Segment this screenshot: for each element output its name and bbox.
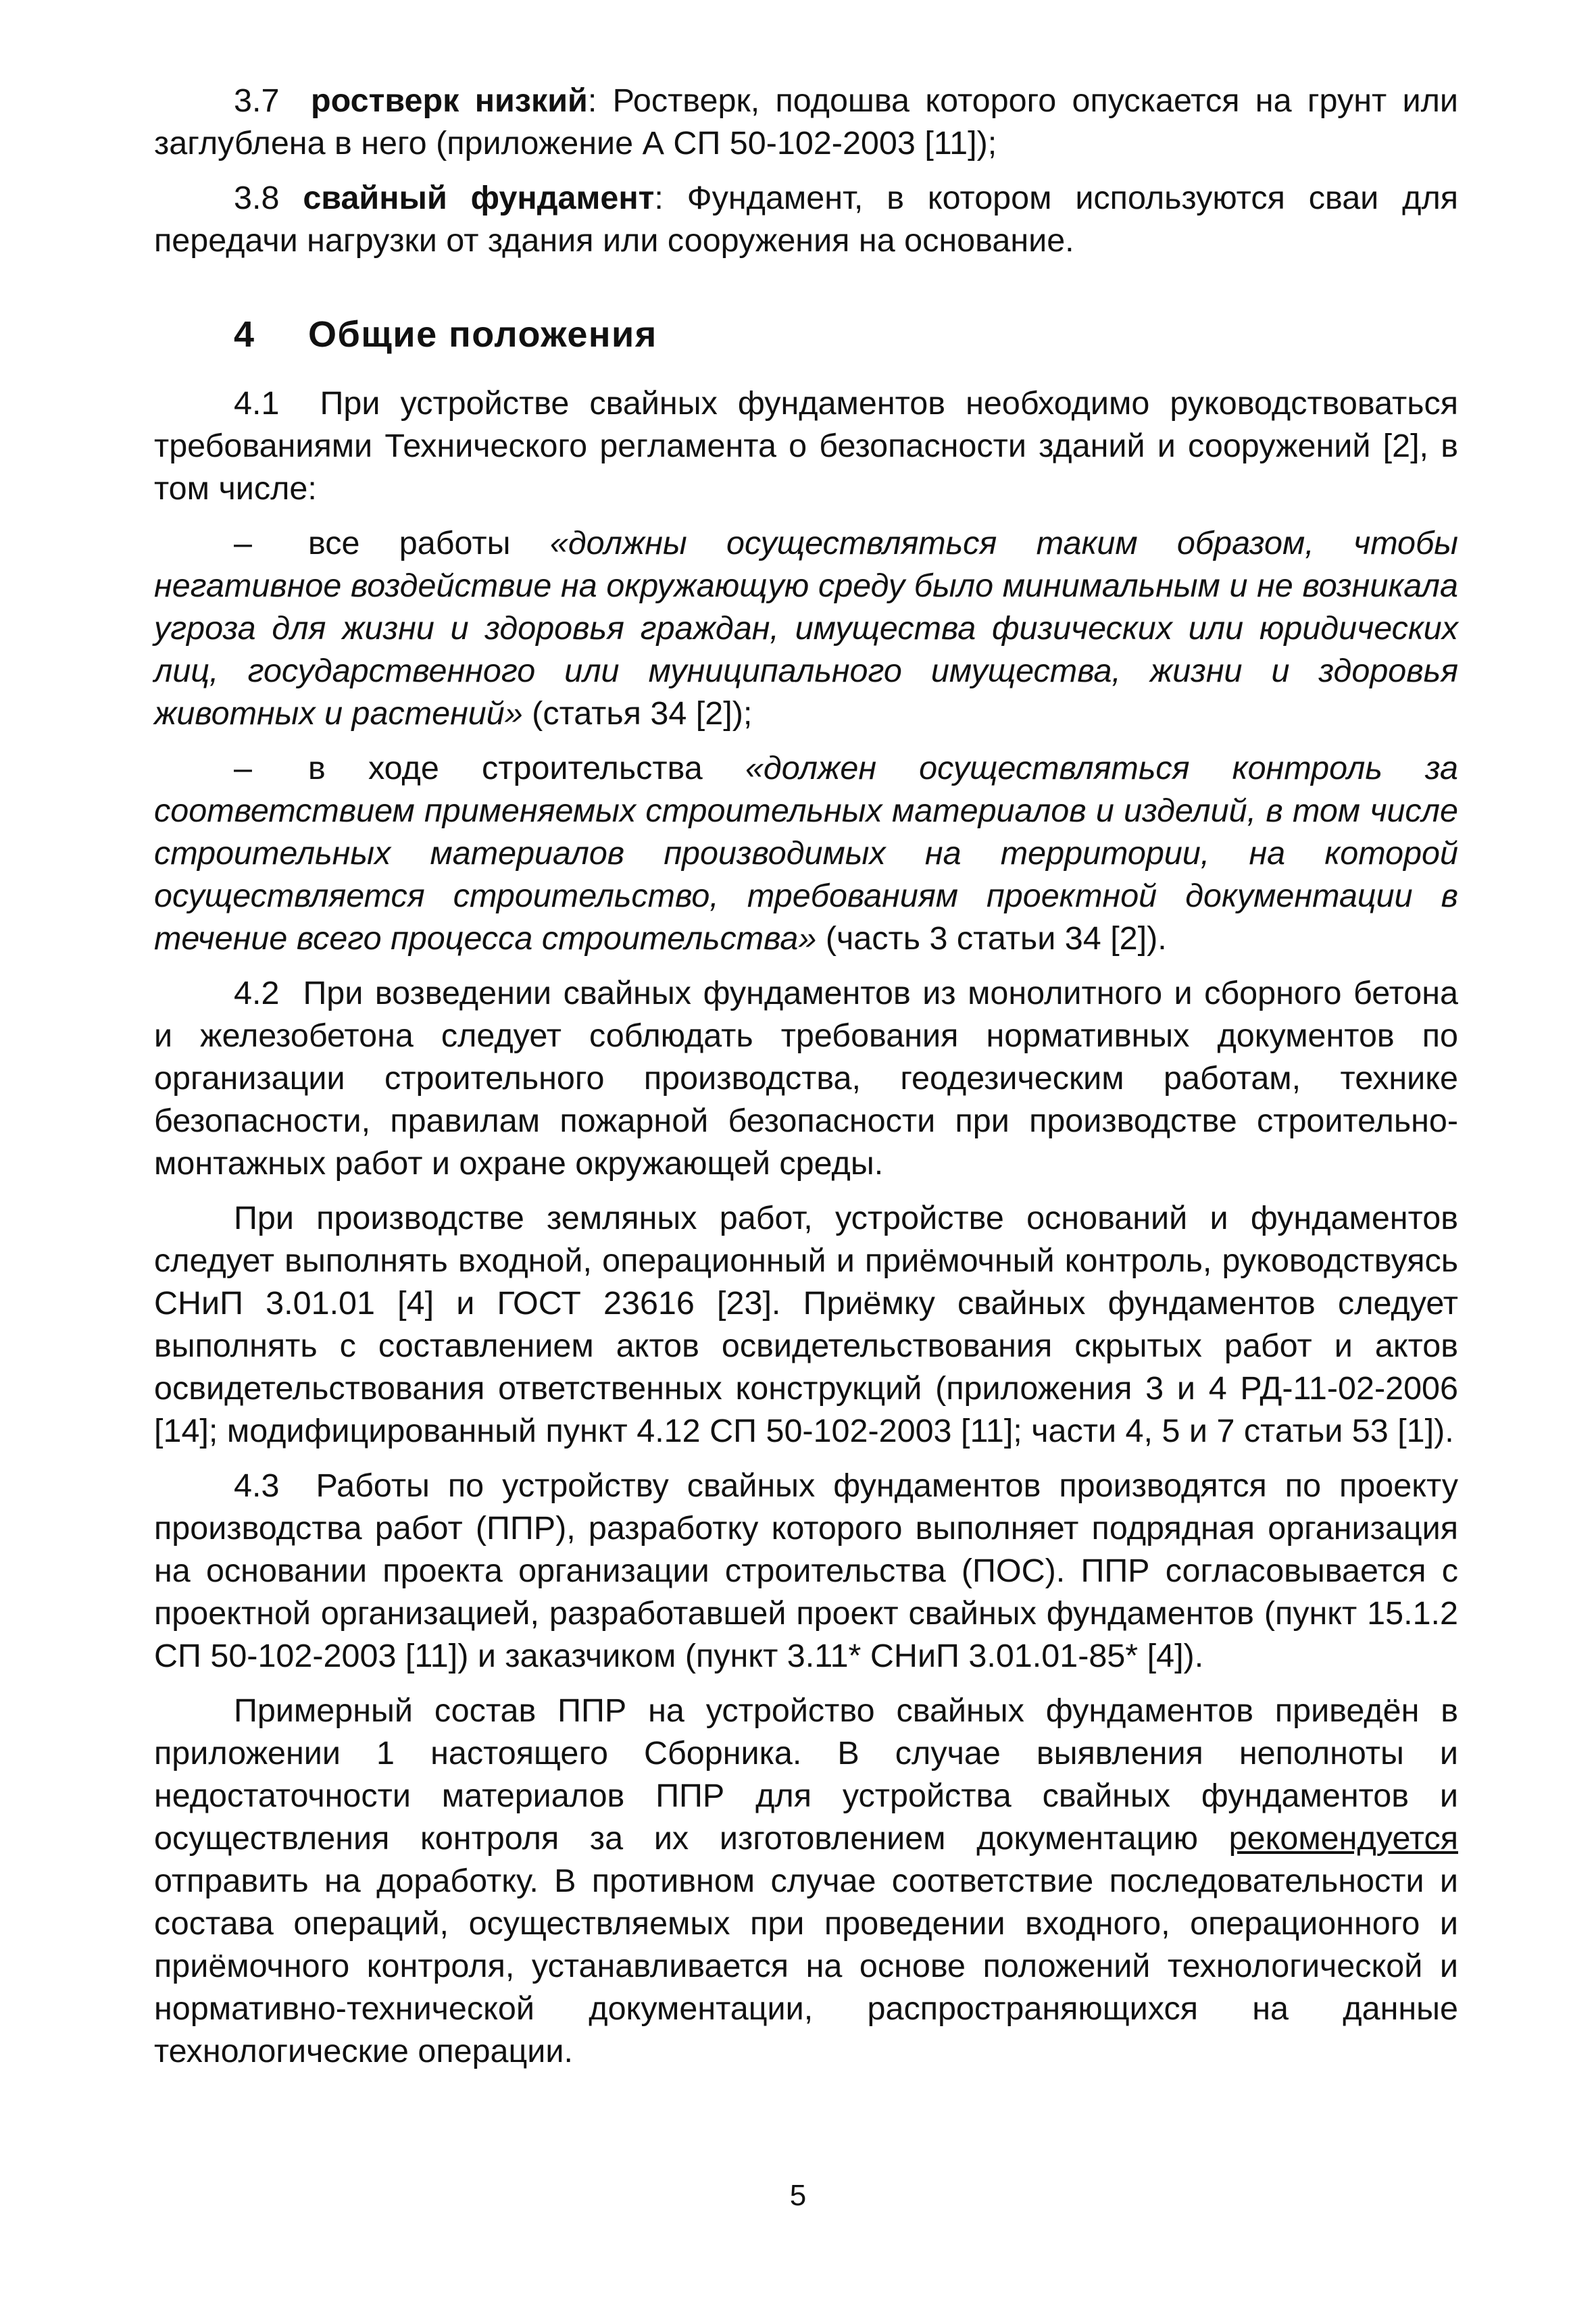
list-item-lead: в ходе строительства	[308, 750, 745, 786]
defined-term: свайный фундамент	[303, 180, 655, 216]
paragraph-4-3-continued	[154, 1690, 1458, 2073]
list-item-reference: (статья 34 [2]);	[522, 695, 753, 732]
underlined-word: рекомендуется	[1228, 1820, 1458, 1857]
paragraph-4-1	[154, 382, 1458, 510]
list-item-quote: «должны осуществляться таким образом, чтобы негативное воздействие на окружающую среду было минимальным и не возникала угроза для жизни и здоровья граждан, имущества физических или юридических лиц, государственного или муниципального имущества, жизни и здоровья животных и растений»	[154, 525, 1458, 732]
item-number: 4.2	[234, 975, 280, 1011]
item-number: 3.8	[234, 180, 280, 216]
section-title: Общие положения	[308, 314, 657, 355]
list-item-lead: все работы	[308, 525, 550, 561]
document-page	[154, 80, 1458, 2073]
definition-text: : Фундамент, в котором используются сваи для передачи нагрузки от здания или сооружения на основание.	[154, 180, 1459, 259]
page-number: 5	[789, 2179, 807, 2212]
section-number: 4	[234, 314, 255, 355]
paragraph-text: отправить на доработку. В противном случае соответствие последовательности и состава операций, осуществляемых при проведении входного, операционного и приёмочного контроля, устанавливается на основе положений технологической и нормативно-технической документации, распространяющихся на данные технологические операции.	[154, 1863, 1458, 2069]
paragraph-4-2	[154, 972, 1458, 1185]
list-item	[154, 522, 1458, 735]
paragraph-text: При устройстве свайных фундаментов необходимо руководствоваться требованиями Технического регламента о безопасности зданий и сооружений [2], в том числе:	[154, 385, 1458, 507]
item-number: 4.1	[234, 385, 280, 422]
list-item-reference: (часть 3 статьи 34 [2]).	[816, 920, 1167, 957]
item-number: 4.3	[234, 1467, 280, 1504]
list-dash: –	[234, 525, 252, 561]
list-dash: –	[234, 750, 252, 786]
definition-text: : Ростверк, подошва которого опускается на грунт или заглублена в него (приложение А СП 50-102-2003 [11]);	[154, 82, 1459, 161]
list-item	[154, 747, 1458, 960]
paragraph-text: Работы по устройству свайных фундаментов производятся по проекту производства работ (ППР), разработку которого выполняет подрядная организация на основании проекта организации строительства (ПОС). ППР согласовывается с проектной организацией, разработавшей проект свайных фундаментов (пункт 15.1.2 СП 50-102-2003 [11]) и заказчиком (пункт 3.11* СНиП 3.01.01-85* [4]).	[154, 1467, 1459, 1674]
definition-3-7	[154, 80, 1458, 165]
defined-term: ростверк низкий	[311, 82, 588, 119]
paragraph-text: Примерный состав ППР на устройство свайных фундаментов приведён в приложении 1 настоящего Сборника. В случае выявления неполноты и недостаточности материалов ППР для устройства свайных фундаментов и осуществления контроля за их изготовлением документацию	[154, 1692, 1458, 1857]
paragraph-4-3	[154, 1465, 1458, 1678]
item-number: 3.7	[234, 82, 280, 119]
definition-3-8	[154, 177, 1458, 262]
list-item-quote: «должен осуществляться контроль за соответствием применяемых строительных материалов и изделий, в том числе строительных материалов производимых на территории, на которой осуществляется строительство, требованиям проектной документации в течение всего процесса строительства»	[154, 750, 1458, 957]
paragraph-4-2-continued: При производстве земляных работ, устройстве оснований и фундаментов следует выполнять входной, операционный и приёмочный контроль, руководствуясь СНиП 3.01.01 [4] и ГОСТ 23616 [23]. Приёмку свайных фундаментов следует выполнять с составлением актов освидетельствования скрытых работ и актов освидетельствования ответственных конструкций (приложения 3 и 4 РД-11-02-2006 [14]; модифицированный пункт 4.12 СП 50-102-2003 [11]; части 4, 5 и 7 статьи 53 [1]).	[154, 1200, 1458, 1449]
paragraph-text: При возведении свайных фундаментов из монолитного и сборного бетона и железобетона следует соблюдать требования нормативных документов по организации строительного производства, геодезическим работам, технике безопасности, правилам пожарной безопасности при производстве строительно-монтажных работ и охране окружающей среды.	[154, 975, 1458, 1182]
section-heading	[154, 311, 1458, 358]
